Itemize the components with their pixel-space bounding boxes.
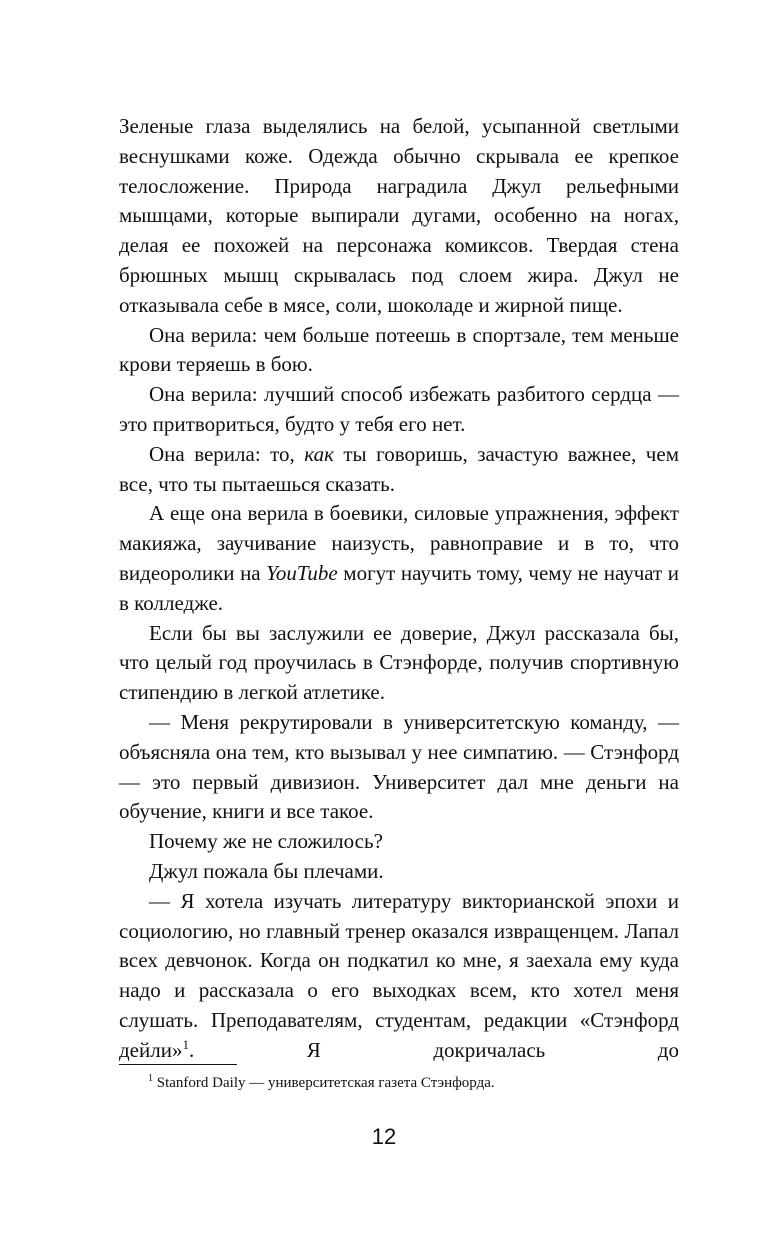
body-text: [119, 112, 679, 1066]
footnote-text: Stanford Daily — университетская газета Стэнфорда.: [153, 1075, 495, 1091]
paragraph: [119, 499, 679, 618]
footnote-divider: [119, 1064, 237, 1065]
emphasis-text: YouTube: [266, 560, 338, 585]
paragraph: Она верила: чем больше потеешь в спортзале, тем меньше крови теряешь в бою.: [119, 322, 679, 377]
paragraph-text: Она верила: то,: [149, 441, 305, 466]
paragraph: Джул пожала бы плечами.: [149, 858, 384, 883]
paragraph: Если бы вы заслужили ее доверие, Джул рассказала бы, что целый год проучилась в Стэнфорде, получив спортивную стипендию в легкой атлетике.: [119, 620, 679, 705]
paragraph: Почему же не сложилось?: [149, 829, 383, 854]
paragraph-text: могут научить тому, чему не научат и в колледже.: [119, 560, 679, 615]
paragraph-text: . Я докричалась до: [188, 1037, 679, 1062]
paragraph-text: — Я хотела изучать литературу викторианской эпохи и социологию, но главный тренер оказался извращенцем. Лапал всех девчонок. Когда он подкатил ко мне, я заехала ему куда надо и рассказала о его выходках всем, кто хотел меня слушать. Преподавателям, студентам, редакции «Стэнфорд дейли»: [119, 888, 679, 1062]
paragraph: [119, 887, 679, 1066]
paragraph: Она верила: лучший способ избежать разбитого сердца — это притвориться, будто у тебя его нет.: [119, 382, 679, 436]
paragraph: — Меня рекрутировали в университетскую команду, — объясняла она тем, кто вызывал у нее симпатию. — Стэнфорд — это первый дивизион. Университет дал мне деньги на обучение, книги и все такое.: [119, 709, 679, 824]
paragraph: Зеленые глаза выделялись на белой, усыпанной светлыми веснушками коже. Одежда обычно скрывала ее крепкое телосложение. Природа наградила Джул рельефными мышцами, которые выпирали дугами, особенно на ногах, делая ее похожей на персонажа комиксов. Твердая стена брюшных мышц скрывалась под слоем жира. Джул не отказывала себе в мясе, соли, шоколаде и жирной пище.: [119, 114, 679, 317]
page-number: 12: [371, 1124, 397, 1149]
emphasis-text: как: [304, 441, 334, 466]
paragraph-text: А еще она верила в боевики, силовые упражнения, эффект макияжа, заучивание наизусть, равноправие и в то, что видеоролики на: [119, 501, 679, 585]
footnote: [148, 1073, 495, 1093]
footnote-marker: 1: [148, 1073, 153, 1084]
paragraph-text: ты говоришь, зачастую важнее, чем все, что ты пытаешься сказать.: [119, 441, 679, 496]
paragraph: [119, 440, 679, 500]
footnote-reference: 1: [182, 1036, 189, 1052]
